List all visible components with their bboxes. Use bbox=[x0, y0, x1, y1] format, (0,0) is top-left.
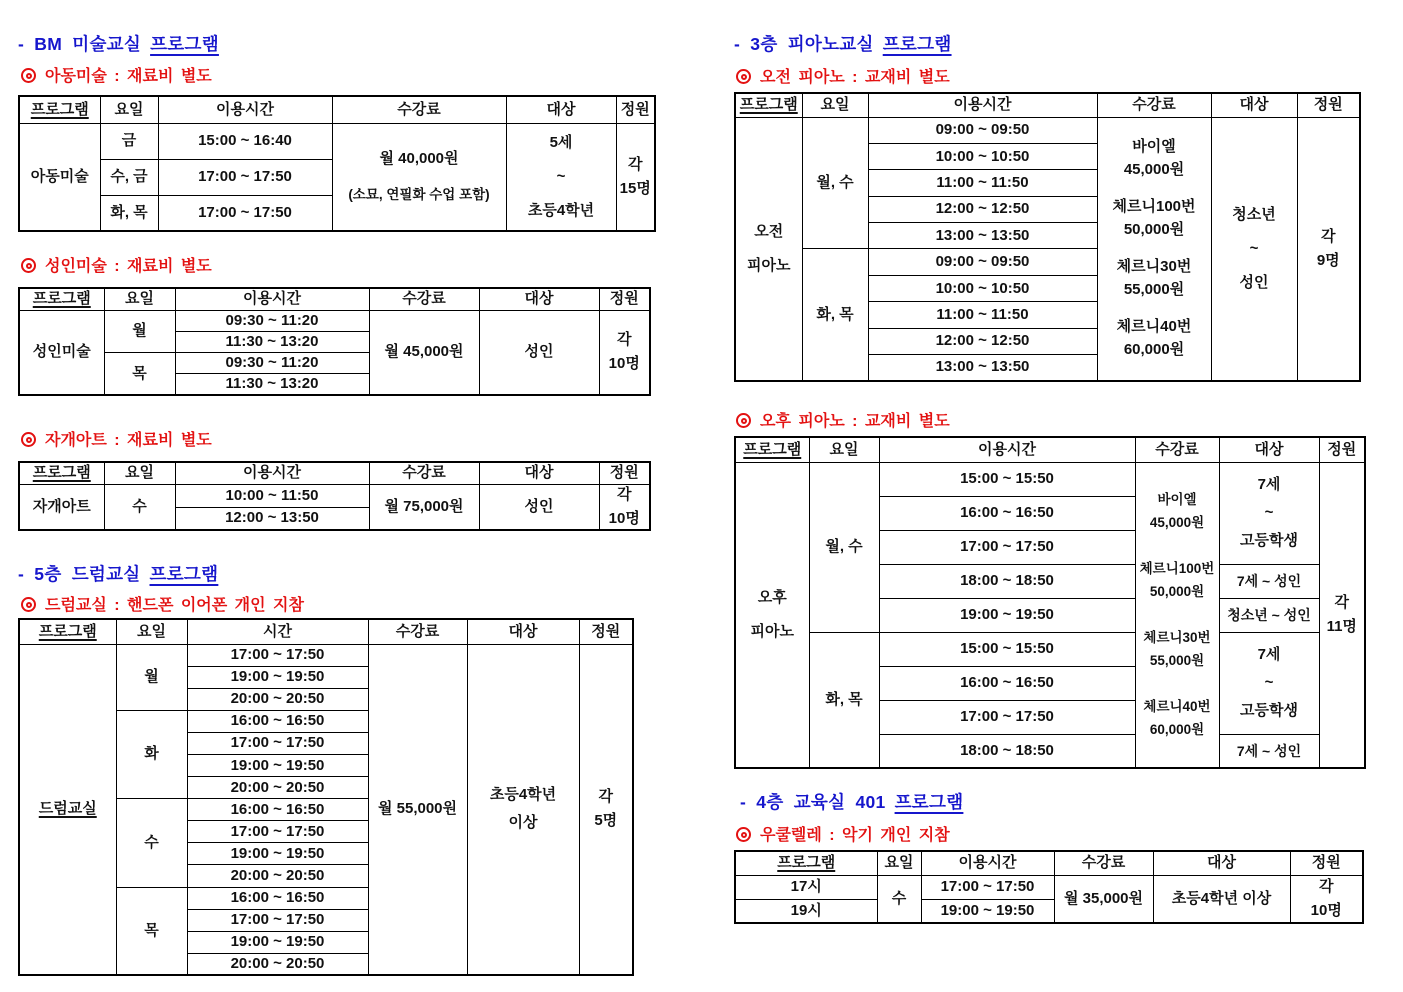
table-cell: 16:00 ~ 16:50 bbox=[879, 666, 1135, 700]
table-cell: 청소년 ~ 성인 bbox=[1211, 117, 1297, 381]
title-underlined-word: 프로그램 bbox=[894, 792, 964, 812]
table-cell: 09:00 ~ 09:50 bbox=[868, 249, 1097, 275]
column-header: 정원 bbox=[579, 619, 633, 644]
table-cell: 13:00 ~ 13:50 bbox=[868, 223, 1097, 249]
title-text: - BM 미술교실 bbox=[18, 34, 142, 54]
section-title-bm-art-classroom bbox=[18, 31, 219, 56]
double-circle-icon bbox=[736, 69, 751, 84]
table-cell: 19시 bbox=[735, 899, 877, 923]
table-cell: 19:00 ~ 19:50 bbox=[187, 931, 368, 953]
column-header: 요일 bbox=[116, 619, 187, 644]
column-header: 요일 bbox=[100, 96, 158, 123]
table-cell: 17:00 ~ 17:50 bbox=[187, 644, 368, 666]
table-cell: 12:00 ~ 12:50 bbox=[868, 196, 1097, 222]
column-header: 대상 bbox=[467, 619, 579, 644]
table-cell: 5세 ~ 초등4학년 bbox=[506, 123, 616, 231]
title-underlined-word: 프로그램 bbox=[149, 564, 219, 584]
table-cell: 월 75,000원 bbox=[369, 484, 479, 530]
subtitle-text: 자개아트 : 재료비 별도 bbox=[45, 432, 212, 449]
table-cell: 16:00 ~ 16:50 bbox=[187, 710, 368, 732]
column-header: 프로그램 bbox=[19, 462, 104, 484]
table-cell: 11:00 ~ 11:50 bbox=[868, 302, 1097, 328]
table-cell: 18:00 ~ 18:50 bbox=[879, 734, 1135, 768]
column-header: 이용시간 bbox=[158, 96, 332, 123]
section-title-room-401 bbox=[740, 789, 963, 814]
table-cell: 20:00 ~ 20:50 bbox=[187, 865, 368, 887]
table-cell: 화, 목 bbox=[100, 195, 158, 231]
schedule-table bbox=[18, 461, 651, 531]
table-cell: 17:00 ~ 17:50 bbox=[158, 159, 332, 195]
table-cell: 17시 bbox=[735, 875, 877, 899]
column-header: 대상 bbox=[1219, 437, 1319, 462]
table-cell: 각 10명 bbox=[599, 310, 650, 395]
subtitle-adult-art bbox=[21, 253, 212, 276]
table-cell: 수, 금 bbox=[100, 159, 158, 195]
table-cell: 11:00 ~ 11:50 bbox=[868, 170, 1097, 196]
table-cell: 수 bbox=[877, 875, 921, 923]
table-cell: 20:00 ~ 20:50 bbox=[187, 953, 368, 975]
double-circle-icon bbox=[21, 68, 36, 83]
double-circle-icon bbox=[21, 432, 36, 447]
table-cell: 19:00 ~ 19:50 bbox=[879, 598, 1135, 632]
column-header: 이용시간 bbox=[921, 851, 1054, 875]
table-cell: 7세 ~ 고등학생 bbox=[1219, 632, 1319, 734]
subtitle-morning-piano bbox=[736, 64, 950, 87]
table-cell: 17:00 ~ 17:50 bbox=[187, 732, 368, 754]
table-row bbox=[19, 484, 650, 507]
column-header: 프로그램 bbox=[735, 93, 802, 117]
table-cell: 19:00 ~ 19:50 bbox=[187, 754, 368, 776]
column-header: 대상 bbox=[506, 96, 616, 123]
column-header: 대상 bbox=[479, 462, 599, 484]
table-cell: 각 9명 bbox=[1297, 117, 1360, 381]
column-header: 수강료 bbox=[332, 96, 506, 123]
column-header: 이용시간 bbox=[175, 462, 369, 484]
table-cell: 금 bbox=[100, 123, 158, 159]
table-cell: 20:00 ~ 20:50 bbox=[187, 777, 368, 799]
drum-schedule-table bbox=[18, 618, 634, 976]
table-cell: 15:00 ~ 15:50 bbox=[879, 632, 1135, 666]
table-cell: 청소년 ~ 성인 bbox=[1219, 598, 1319, 632]
table-cell: 18:00 ~ 18:50 bbox=[879, 564, 1135, 598]
table-cell: 17:00 ~ 17:50 bbox=[921, 875, 1054, 899]
table-cell: 각 15명 bbox=[616, 123, 655, 231]
pearl-art-schedule-table bbox=[18, 461, 651, 531]
table-cell: 16:00 ~ 16:50 bbox=[187, 799, 368, 821]
table-cell: 화, 목 bbox=[809, 632, 879, 768]
title-text: - 3층 피아노교실 bbox=[734, 34, 874, 54]
table-cell: 각 10명 bbox=[1290, 875, 1363, 923]
column-header: 대상 bbox=[1153, 851, 1290, 875]
table-cell: 수 bbox=[104, 484, 175, 530]
column-header: 정원 bbox=[599, 288, 650, 310]
table-cell: 7세 ~ 고등학생 bbox=[1219, 462, 1319, 564]
subtitle-ukulele bbox=[736, 822, 950, 845]
table-cell: 각 11명 bbox=[1319, 462, 1365, 768]
subtitle-text: 우쿨렐레 : 악기 개인 지참 bbox=[760, 827, 950, 844]
column-header: 정원 bbox=[616, 96, 655, 123]
table-cell: 바이엘 45,000원 체르니100번 50,000원 체르니30번 55,000원 체르니40번 60,000원 bbox=[1135, 462, 1219, 768]
table-cell: 월 bbox=[104, 310, 175, 353]
table-cell: 월, 수 bbox=[802, 117, 868, 249]
table-row bbox=[735, 632, 1365, 666]
column-header: 대상 bbox=[479, 288, 599, 310]
title-underlined-word: 프로그램 bbox=[150, 34, 219, 54]
column-header: 프로그램 bbox=[19, 288, 104, 310]
table-cell: 목 bbox=[104, 353, 175, 396]
table-cell: 자개아트 bbox=[19, 484, 104, 530]
column-header: 수강료 bbox=[369, 462, 479, 484]
table-cell: 10:00 ~ 10:50 bbox=[868, 275, 1097, 301]
table-cell: 09:30 ~ 11:20 bbox=[175, 310, 369, 331]
subtitle-text: 성인미술 : 재료비 별도 bbox=[45, 258, 212, 275]
column-header: 정원 bbox=[1297, 93, 1360, 117]
table-cell: 19:00 ~ 19:50 bbox=[187, 666, 368, 688]
table-row bbox=[19, 123, 655, 159]
subtitle-text: 아동미술 : 재료비 별도 bbox=[45, 68, 212, 85]
column-header: 정원 bbox=[599, 462, 650, 484]
table-cell: 19:00 ~ 19:50 bbox=[187, 843, 368, 865]
table-cell: 초등4학년 이상 bbox=[1153, 875, 1290, 923]
column-header: 정원 bbox=[1319, 437, 1365, 462]
column-header: 수강료 bbox=[1135, 437, 1219, 462]
title-text: - 5층 드럼교실 bbox=[18, 564, 141, 584]
column-header: 정원 bbox=[1290, 851, 1363, 875]
column-header: 프로그램 bbox=[19, 96, 100, 123]
table-cell: 수 bbox=[116, 799, 187, 887]
table-cell: 11:30 ~ 13:20 bbox=[175, 374, 369, 396]
table-cell: 20:00 ~ 20:50 bbox=[187, 688, 368, 710]
subtitle-drum bbox=[21, 592, 304, 615]
title-text: - 4층 교육실 401 bbox=[740, 792, 886, 812]
schedule-table bbox=[734, 92, 1361, 382]
subtitle-afternoon-piano bbox=[736, 408, 950, 431]
table-cell: 12:00 ~ 12:50 bbox=[868, 328, 1097, 354]
table-cell: 아동미술 bbox=[19, 123, 100, 231]
table-cell: 오후 피아노 bbox=[735, 462, 809, 768]
column-header: 요일 bbox=[877, 851, 921, 875]
schedule-table bbox=[18, 618, 634, 976]
table-cell: 16:00 ~ 16:50 bbox=[879, 496, 1135, 530]
table-cell: 09:00 ~ 09:50 bbox=[868, 117, 1097, 143]
ukulele-schedule-table bbox=[734, 850, 1364, 924]
subtitle-kids-art bbox=[21, 63, 212, 86]
table-cell: 각 10명 bbox=[599, 484, 650, 530]
table-row bbox=[735, 875, 1363, 899]
table-cell: 드럼교실 bbox=[19, 644, 116, 975]
table-row bbox=[19, 644, 633, 666]
table-cell: 각 5명 bbox=[579, 644, 633, 975]
column-header: 수강료 bbox=[369, 288, 479, 310]
table-cell: 화, 목 bbox=[802, 249, 868, 381]
table-row bbox=[735, 117, 1360, 143]
schedule-table bbox=[18, 95, 656, 232]
table-cell: 월 55,000원 bbox=[368, 644, 467, 975]
table-cell: 월 40,000원 (소묘, 연필화 수업 포함) bbox=[332, 123, 506, 231]
adult-art-schedule-table bbox=[18, 287, 651, 396]
table-row bbox=[735, 462, 1365, 496]
table-cell: 7세 ~ 성인 bbox=[1219, 734, 1319, 768]
table-cell: 오전 피아노 bbox=[735, 117, 802, 381]
table-cell: 15:00 ~ 16:40 bbox=[158, 123, 332, 159]
table-cell: 17:00 ~ 17:50 bbox=[879, 530, 1135, 564]
table-cell: 월 45,000원 bbox=[369, 310, 479, 395]
section-title-drum-classroom bbox=[18, 561, 218, 586]
column-header: 요일 bbox=[809, 437, 879, 462]
table-cell: 17:00 ~ 17:50 bbox=[187, 909, 368, 931]
subtitle-text: 오후 피아노 : 교재비 별도 bbox=[760, 413, 950, 430]
table-cell: 19:00 ~ 19:50 bbox=[921, 899, 1054, 923]
column-header: 수강료 bbox=[1054, 851, 1153, 875]
table-cell: 13:00 ~ 13:50 bbox=[868, 355, 1097, 381]
table-cell: 11:30 ~ 13:20 bbox=[175, 331, 369, 352]
double-circle-icon bbox=[736, 827, 751, 842]
section-title-piano-classroom bbox=[734, 31, 952, 56]
table-cell: 성인미술 bbox=[19, 310, 104, 395]
double-circle-icon bbox=[21, 258, 36, 273]
column-header: 이용시간 bbox=[175, 288, 369, 310]
table-cell: 목 bbox=[116, 887, 187, 975]
table-cell: 15:00 ~ 15:50 bbox=[879, 462, 1135, 496]
schedule-table bbox=[18, 287, 651, 396]
table-cell: 월 35,000원 bbox=[1054, 875, 1153, 923]
table-cell: 성인 bbox=[479, 484, 599, 530]
table-cell: 17:00 ~ 17:50 bbox=[187, 821, 368, 843]
table-cell: 17:00 ~ 17:50 bbox=[158, 195, 332, 231]
column-header: 프로그램 bbox=[735, 851, 877, 875]
morning-piano-schedule-table bbox=[734, 92, 1361, 382]
column-header: 요일 bbox=[802, 93, 868, 117]
table-cell: 12:00 ~ 13:50 bbox=[175, 507, 369, 530]
table-cell: 월, 수 bbox=[809, 462, 879, 632]
table-cell: 화 bbox=[116, 710, 187, 798]
column-header: 요일 bbox=[104, 288, 175, 310]
double-circle-icon bbox=[21, 597, 36, 612]
column-header: 프로그램 bbox=[735, 437, 809, 462]
table-cell: 10:00 ~ 11:50 bbox=[175, 484, 369, 507]
table-cell: 17:00 ~ 17:50 bbox=[879, 700, 1135, 734]
subtitle-pearl-art bbox=[21, 427, 212, 450]
schedule-table bbox=[734, 436, 1366, 769]
table-cell: 09:30 ~ 11:20 bbox=[175, 353, 369, 374]
table-cell: 월 bbox=[116, 644, 187, 710]
subtitle-text: 드럼교실 : 핸드폰 이어폰 개인 지참 bbox=[45, 597, 304, 614]
column-header: 시간 bbox=[187, 619, 368, 644]
table-cell: 10:00 ~ 10:50 bbox=[868, 143, 1097, 169]
afternoon-piano-schedule-table bbox=[734, 436, 1366, 769]
subtitle-text: 오전 피아노 : 교재비 별도 bbox=[760, 69, 950, 86]
table-cell: 7세 ~ 성인 bbox=[1219, 564, 1319, 598]
column-header: 요일 bbox=[104, 462, 175, 484]
column-header: 수강료 bbox=[1097, 93, 1211, 117]
schedule-table bbox=[734, 850, 1364, 924]
column-header: 수강료 bbox=[368, 619, 467, 644]
double-circle-icon bbox=[736, 413, 751, 428]
kids-art-schedule-table bbox=[18, 95, 656, 232]
table-cell: 16:00 ~ 16:50 bbox=[187, 887, 368, 909]
table-row bbox=[19, 310, 650, 331]
table-cell: 성인 bbox=[479, 310, 599, 395]
column-header: 대상 bbox=[1211, 93, 1297, 117]
column-header: 프로그램 bbox=[19, 619, 116, 644]
table-cell: 초등4학년 이상 bbox=[467, 644, 579, 975]
table-cell: 바이엘 45,000원 체르니100번 50,000원 체르니30번 55,000원 체르니40번 60,000원 bbox=[1097, 117, 1211, 381]
title-underlined-word: 프로그램 bbox=[882, 34, 952, 54]
column-header: 이용시간 bbox=[879, 437, 1135, 462]
column-header: 이용시간 bbox=[868, 93, 1097, 117]
